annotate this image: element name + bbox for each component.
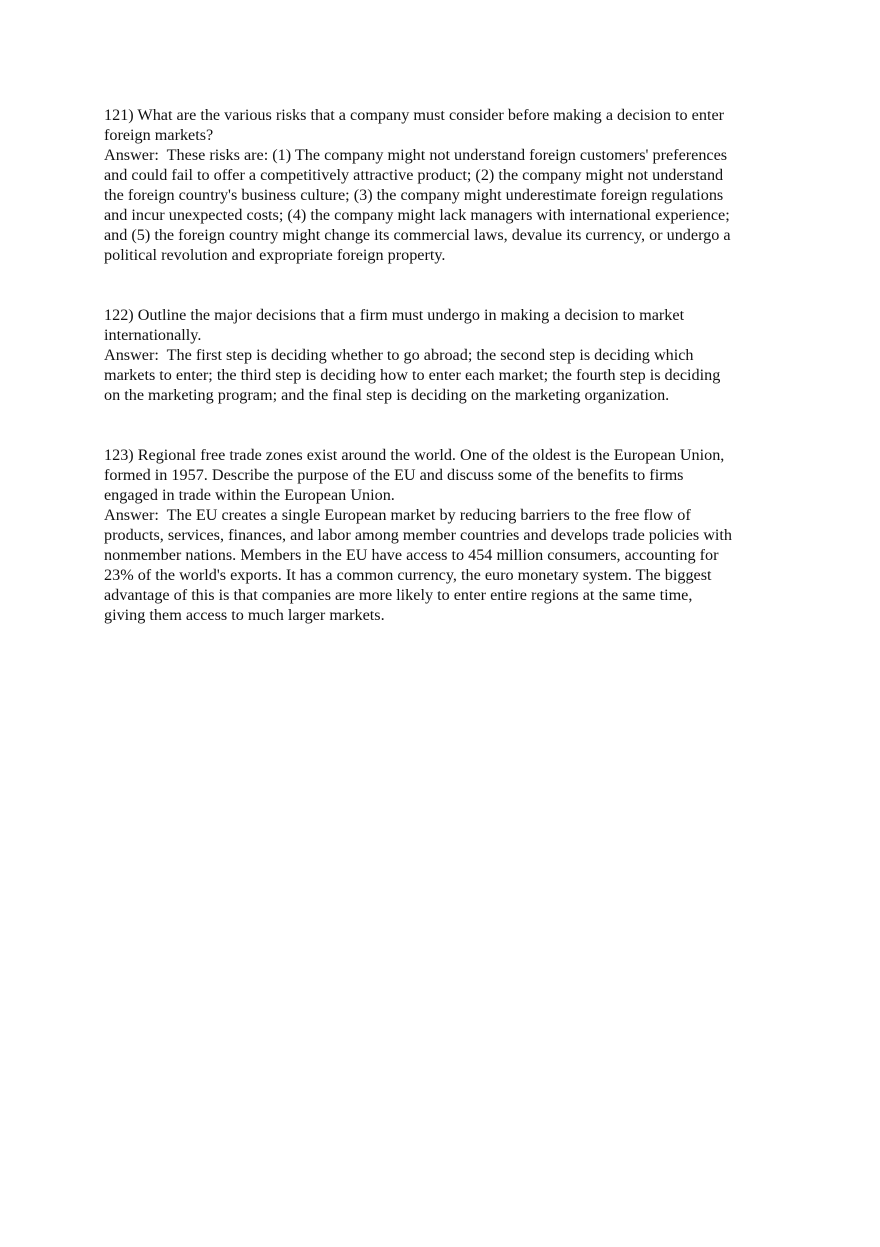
answer-line: and could fail to offer a competitively attractive product; (2) the company might not understand <box>104 166 724 184</box>
question-123 <box>104 445 780 625</box>
answer-line: political revolution and expropriate foreign property. <box>104 246 446 264</box>
answer-line: and incur unexpected costs; (4) the company might lack managers with international experience; <box>104 206 730 224</box>
question-121 <box>104 105 780 265</box>
answer-line: the foreign country's business culture; (3) the company might underestimate foreign regulations <box>104 186 724 204</box>
question-text <box>104 105 780 145</box>
answer-line: products, services, finances, and labor among member countries and develops trade policies with <box>104 526 732 544</box>
question-line: engaged in trade within the European Union. <box>104 486 395 504</box>
answer-line: Answer: The first step is deciding whether to go abroad; the second step is deciding which <box>104 346 694 364</box>
answer-text <box>104 505 780 625</box>
answer-line: markets to enter; the third step is deciding how to enter each market; the fourth step is deciding <box>104 366 721 384</box>
question-122 <box>104 305 780 405</box>
question-line: formed in 1957. Describe the purpose of the EU and discuss some of the benefits to firms <box>104 466 684 484</box>
answer-line: Answer: The EU creates a single European market by reducing barriers to the free flow of <box>104 506 691 524</box>
question-line: 122) Outline the major decisions that a firm must undergo in making a decision to market <box>104 306 685 324</box>
question-text <box>104 305 780 345</box>
answer-text <box>104 345 780 405</box>
answer-line: nonmember nations. Members in the EU have access to 454 million consumers, accounting for <box>104 546 719 564</box>
answer-line: Answer: These risks are: (1) The company might not understand foreign customers' preferences <box>104 146 728 164</box>
question-line: foreign markets? <box>104 126 214 144</box>
question-line: 121) What are the various risks that a company must consider before making a decision to enter <box>104 106 725 124</box>
answer-text <box>104 145 780 265</box>
question-line: internationally. <box>104 326 202 344</box>
question-line: 123) Regional free trade zones exist around the world. One of the oldest is the European Union, <box>104 446 725 464</box>
answer-line: and (5) the foreign country might change its commercial laws, devalue its currency, or undergo a <box>104 226 731 244</box>
question-text <box>104 445 780 505</box>
document-body <box>104 105 780 625</box>
answer-line: 23% of the world's exports. It has a common currency, the euro monetary system. The biggest <box>104 566 712 584</box>
answer-line: giving them access to much larger markets. <box>104 606 385 624</box>
answer-line: advantage of this is that companies are more likely to enter entire regions at the same time, <box>104 586 693 604</box>
answer-line: on the marketing program; and the final step is deciding on the marketing organization. <box>104 386 670 404</box>
